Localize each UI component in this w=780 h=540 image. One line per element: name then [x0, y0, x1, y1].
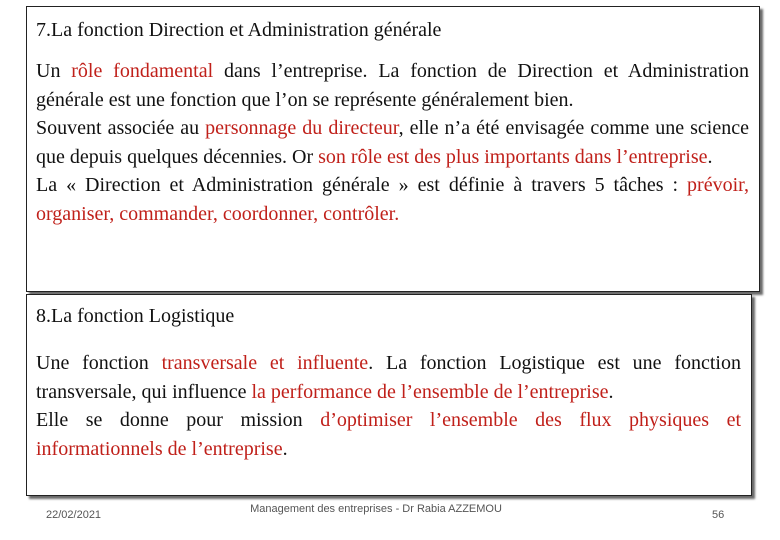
section-logistique-title: 8.La fonction Logistique [36, 305, 235, 327]
section-logistique-box [26, 294, 752, 496]
highlighted-text-run: la performance de l’ensemble de l’entreprise [251, 380, 609, 403]
highlighted-text-run: prévoir, organiser, commander, coordonner, contrôler. [36, 174, 749, 225]
highlighted-text-run: transversale et influente [161, 352, 369, 374]
section-direction-paragraph-2 [36, 114, 749, 171]
text-run: Une fonction [36, 352, 162, 374]
section-direction-paragraph-3 [36, 171, 749, 228]
footer-course-author: Management des entreprises - Dr Rabia AZZEMOU [250, 503, 502, 515]
section-direction-paragraph-1 [36, 57, 749, 114]
section-direction-title: 7.La fonction Direction et Administration générale [36, 19, 442, 41]
text-run: Elle se donne pour mission [36, 409, 321, 431]
text-run: dans l’entreprise. La fonction de Direction et Administration générale est une fonction que l’on se représente généralement bien. [36, 60, 749, 111]
text-run: . [608, 380, 614, 403]
highlighted-text-run: rôle fondamental [71, 60, 214, 82]
section-logistique-paragraph-1 [36, 349, 741, 406]
section-direction-box [26, 6, 760, 292]
footer-date: 22/02/2021 [46, 509, 102, 521]
text-run: . [282, 437, 288, 460]
text-run: Un [36, 60, 72, 82]
text-run: . La fonction Logistique est une fonction transversale, qui influence [36, 352, 741, 403]
text-run: , elle n’a été envisagée comme une science que depuis quelques décennies. Or [36, 117, 749, 168]
highlighted-text-run: personnage du directeur [205, 117, 399, 139]
footer-page-number: 56 [712, 509, 725, 521]
text-run: . [707, 145, 713, 168]
section-logistique-paragraph-2 [36, 406, 741, 463]
text-run: Souvent associée au [36, 117, 206, 139]
highlighted-text-run: d’optimiser l’ensemble des flux physiques et informationnels de l’entreprise [36, 409, 741, 460]
highlighted-text-run: son rôle est des plus importants dans l’entreprise [318, 145, 708, 168]
text-run: La « Direction et Administration générale » est définie à travers 5 tâches : [36, 174, 688, 196]
